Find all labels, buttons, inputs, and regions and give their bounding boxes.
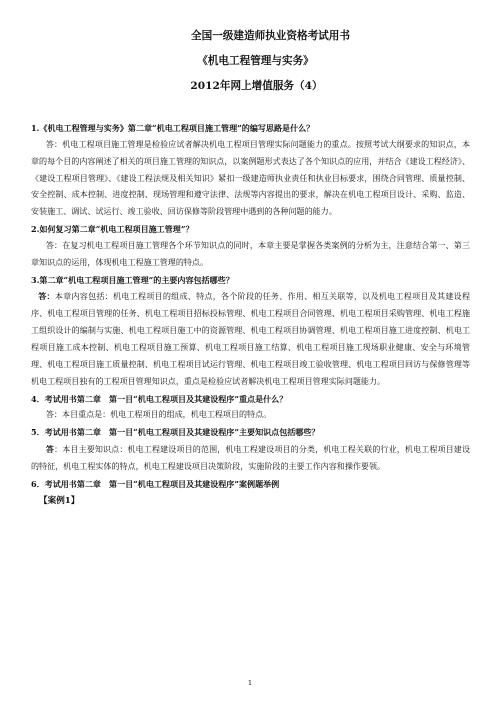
answer-5 xyxy=(31,441,470,476)
answer-2 xyxy=(31,238,470,272)
question-4: 4．考试用书第二章 第一目“机电工程项目及其建设程序”重点是什么？ xyxy=(31,393,288,404)
answer-1 xyxy=(31,137,470,221)
answer-5-label: 答 xyxy=(45,444,55,455)
page-number: 1 xyxy=(247,679,253,687)
answer-3 xyxy=(31,288,470,390)
service-title: 2012年网上增值服务（4） xyxy=(190,80,323,92)
title-block xyxy=(31,0,470,93)
question-2: 2.如何复习第二章“机电工程项目施工管理”？ xyxy=(31,224,194,235)
answer-1-text: 答：机电工程项目施工管理是检验应试者解决机电工程项目管理实际问题能力的重点。按照考试大纲要求的知识点，本章的每个目的内容阐述了相关的项目施工管理的知识点，以案例题形式表达了各个知识点的应用，并结合《建设工程经济》、《建设工程项目管理》、《建设工程法规及相关知识》紧扣一级建造师执业责任和执业目标要求，围绕合同管理、质量控制、安全控制、成本控制、进度控制、现场管理和遵守法律、法规等内容提出的要求，解决在机电工程项目设计、采购、监造、安装施工、调试、试运行、竣工验收、回访保修等阶段管理中遇到的各种问题的能力。 xyxy=(31,139,470,217)
book-series-title: 全国一级建造师执业资格考试用书 xyxy=(191,30,350,42)
case-label: 【案例1】 xyxy=(39,495,80,506)
answer-4 xyxy=(31,407,470,424)
answer-3-label: 答： xyxy=(38,291,55,302)
book-title: 《机电工程管理与实务》 xyxy=(197,55,314,67)
question-5: 5．考试用书第二章 第一目“机电工程项目及其建设程序”主要知识点包括哪些？ xyxy=(31,427,320,438)
answer-4-text: 答：本目重点是：机电工程项目的组成，机电工程项目的特点。 xyxy=(45,410,272,420)
answer-2-text: 答：在复习机电工程项目施工管理各个环节知识点的同时，本章主要是掌握各类案例的分析为主，注意结合第一、第三章知识点的运用，体现机电工程施工管理的特点。 xyxy=(31,240,470,267)
answer-3-text: 本章内容包括：机电工程项目的组成、特点，各个阶段的任务、作用、相互关联等，以及机电工程项目及其建设程序、机电工程项目管理的任务、机电工程项目招标投标管理、机电工程项目合同管理、机电工程项目采购管理、机电工程施工组织设计的编制与实施、机电工程项目施工中的资源管理、机电工程项目协调管理、机电工程项目施工进度控制、机电工程项目施工成本控制、机电工程项目施工预算、机电工程项目施工结算、机电工程项目施工现场职业健康、安全与环境管理、机电工程项目施工质量控制、机电工程项目试运行管理、机电工程项目竣工验收管理、机电工程项目回访与保修管理等机电工程项目独有的工程项目管理知识点，重点是检验应试者解决机电工程项目管理实际问题能力。 xyxy=(31,292,471,386)
answer-5-text: ：本目主要知识点：机电工程建设项目的范围，机电工程建设项目的分类，机电工程关联的行业，机电工程项目建设的特征，机电工程实体的特点，机电工程建设项目决策阶段，实施阶段的主要工作内容和操作要领。 xyxy=(31,445,471,471)
document-body xyxy=(31,120,470,509)
question-6: 6．考试用书第二章 第一目“机电工程项目及其建设程序”案例题举例 xyxy=(31,478,280,489)
question-1: 1.《机电工程管理与实务》第二章“机电工程项目施工管理”的编写思路是什么？ xyxy=(31,123,315,133)
question-3: 3.第二章“机电工程项目施工管理”的主要内容包括哪些？ xyxy=(31,274,234,285)
